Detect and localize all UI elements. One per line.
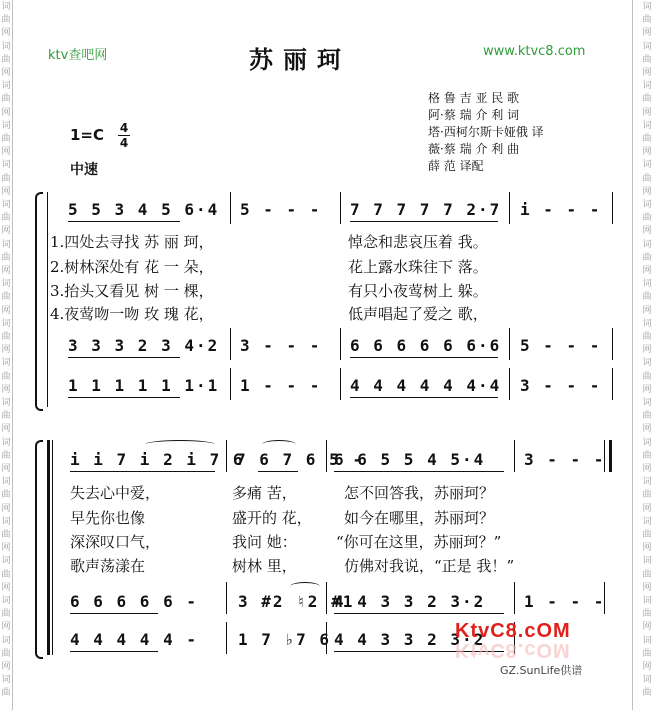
right-watermark-strip	[633, 0, 655, 710]
barline	[340, 328, 341, 360]
side-watermark-char: 曲	[642, 173, 652, 184]
lyric-line: 歌声荡漾在	[70, 557, 146, 575]
barline	[340, 192, 341, 224]
side-watermark-char: 曲	[1, 15, 11, 26]
lyric-line: 怎不回答我，苏丽珂？	[344, 484, 495, 502]
side-watermark-char: 网	[1, 543, 11, 554]
side-watermark-char: 曲	[642, 530, 652, 540]
side-watermark-char: 词	[642, 477, 652, 488]
side-watermark-char: 词	[1, 318, 11, 329]
side-watermark-char: 词	[642, 358, 652, 369]
eighth-underline	[70, 471, 215, 472]
side-watermark-char: 曲	[1, 54, 11, 65]
side-watermark-char: 网	[642, 503, 652, 514]
barline	[514, 440, 515, 472]
barline	[230, 328, 231, 360]
side-watermark-char: 曲	[1, 688, 11, 699]
barline	[509, 328, 510, 360]
side-watermark-char: 曲	[1, 450, 11, 461]
side-watermark-char: 网	[642, 424, 652, 435]
side-watermark-char: 曲	[1, 490, 11, 501]
side-watermark-char: 词	[1, 398, 11, 408]
side-watermark-char: 词	[1, 120, 11, 131]
meter-top: 4	[119, 121, 129, 135]
side-watermark-char: 词	[1, 279, 11, 290]
repeat-start-thin	[52, 440, 53, 655]
side-watermark-char: 网	[1, 622, 11, 633]
melody-measure: i - - -	[520, 200, 602, 219]
side-watermark-char: 网	[1, 186, 11, 197]
voice3-measure: 1 - - -	[240, 376, 322, 395]
credits-block	[428, 90, 544, 175]
side-watermark-char: 曲	[642, 292, 652, 303]
barline	[340, 368, 341, 400]
tempo-marking: 中速	[70, 162, 98, 178]
side-watermark-char: 词	[642, 556, 652, 567]
side-watermark-char: 网	[1, 582, 11, 593]
lyric-line: 深深叹口气，	[70, 533, 161, 551]
site-logo-reflection: KtvC8.cOM	[455, 639, 571, 661]
side-watermark-char: 曲	[642, 213, 652, 224]
barline	[612, 192, 613, 224]
voice2-measure: 6 6 6 6 6 6·6	[350, 336, 502, 355]
side-watermark-char: 网	[642, 582, 652, 593]
eighth-underline	[334, 471, 504, 472]
melody-measure: 5 - - -	[240, 200, 322, 219]
side-watermark-char: 曲	[642, 15, 652, 26]
voice3-measure: 4 4 4 4 4 4·4	[350, 376, 502, 395]
side-watermark-char: 词	[1, 437, 11, 448]
barline	[226, 622, 227, 654]
side-watermark-char: 曲	[1, 292, 11, 303]
side-watermark-char: 网	[642, 384, 652, 395]
voice2-measure: 3 3 3 2 3 4·2	[68, 336, 220, 355]
side-watermark-char: 曲	[642, 371, 652, 382]
meter-bottom: 4	[119, 136, 129, 150]
barline	[509, 192, 510, 224]
lyric-line: 1.四处去寻找 苏 丽 珂，	[50, 233, 214, 251]
credit-line: 薛 范 译配	[428, 159, 484, 173]
side-watermark-char: 曲	[1, 411, 11, 422]
side-watermark-char: 词	[1, 200, 11, 210]
barline	[230, 368, 231, 400]
side-watermark-char: 网	[642, 345, 652, 356]
side-watermark-char: 词	[642, 516, 652, 527]
side-watermark-char: 网	[642, 662, 652, 672]
melody-measure: 7 7 7 7 7 2·7	[350, 200, 502, 219]
side-watermark-char: 网	[1, 384, 11, 395]
lyric-line: 失去心中爱，	[70, 484, 161, 502]
voice3-measure: 4 4 4 4 4 -	[70, 630, 198, 649]
side-watermark-char: 曲	[1, 173, 11, 184]
voice3-measure: 1 1 1 1 1 1·1	[68, 376, 220, 395]
eighth-underline	[68, 397, 180, 398]
side-watermark-char: 网	[642, 464, 652, 474]
melody-measure: 3 - - -	[524, 450, 606, 469]
voice3-measure: 4 4 3 3 2 3·2	[334, 630, 486, 649]
side-watermark-char: 词	[1, 516, 11, 527]
eighth-underline	[350, 221, 498, 222]
side-watermark-char: 曲	[1, 569, 11, 580]
side-watermark-char: 网	[642, 107, 652, 118]
lyric-line: 多痛 苦，	[232, 484, 297, 502]
lyric-line: 悼念和悲哀压着 我。	[348, 233, 488, 251]
voice2-measure: 3 #2 ♮2 #1	[238, 592, 355, 611]
side-watermark-char: 曲	[1, 648, 11, 659]
lyric-line: 2.树林深处有 花 一 朵，	[50, 258, 214, 276]
key-signature: 1=C	[70, 126, 105, 144]
credit-line: 阿·蔡 瑞 介 利 词	[428, 108, 520, 122]
side-watermark-char: 词	[1, 596, 11, 606]
side-watermark-char: 词	[1, 81, 11, 92]
side-watermark-char: 网	[642, 68, 652, 78]
slur-mark	[145, 440, 215, 449]
eighth-underline	[70, 613, 158, 614]
side-watermark-char: 网	[642, 226, 652, 237]
side-watermark-char: 词	[642, 318, 652, 329]
side-watermark-char: 词	[642, 398, 652, 408]
side-watermark-char: 曲	[1, 530, 11, 540]
side-watermark-char: 网	[642, 305, 652, 316]
side-watermark-char: 词	[1, 477, 11, 488]
side-watermark-char: 词	[1, 239, 11, 250]
side-watermark-char: 曲	[642, 411, 652, 422]
lyric-line: 树林 里，	[232, 557, 297, 575]
side-watermark-char: 词	[1, 635, 11, 646]
side-watermark-char: 网	[1, 424, 11, 435]
site-name-left: ktv查吧网	[48, 48, 108, 63]
eighth-underline	[350, 357, 498, 358]
side-watermark-char: 词	[642, 160, 652, 171]
repeat-start-barline	[47, 440, 50, 655]
lyric-line: 有只小夜莺树上 躲。	[348, 282, 488, 300]
lyric-line: 4.夜莺吻一吻 玫 瑰 花，	[50, 305, 214, 323]
melody-measure: i i 7 i 2 i 7 6	[70, 450, 245, 469]
side-watermark-char: 曲	[642, 490, 652, 501]
side-watermark-char: 网	[642, 622, 652, 633]
side-watermark-char: 词	[642, 120, 652, 131]
eighth-underline	[258, 471, 298, 472]
lyric-line: 盛开的 花，	[232, 509, 312, 527]
side-watermark-char: 词	[642, 200, 652, 210]
side-watermark-char: 词	[642, 675, 652, 686]
system-brace	[35, 192, 43, 411]
system-start-barline	[47, 192, 48, 407]
side-watermark-char: 曲	[1, 252, 11, 263]
melody-measure: 6 6 5 5 4 5·4	[334, 450, 486, 469]
eighth-underline	[68, 221, 180, 222]
side-watermark-char: 曲	[642, 332, 652, 342]
lyric-line: 仿佛对我说，“正是 我！”	[344, 557, 515, 575]
side-watermark-char: 词	[642, 81, 652, 92]
side-watermark-char: 曲	[642, 609, 652, 620]
side-watermark-char: 曲	[642, 54, 652, 65]
side-watermark-char: 网	[642, 266, 652, 276]
side-watermark-char: 网	[1, 226, 11, 237]
voice2-measure: 1 - - -	[524, 592, 606, 611]
credit-line: 薇·蔡 瑞 介 利 曲	[428, 142, 520, 156]
side-watermark-char: 曲	[642, 569, 652, 580]
left-watermark-strip	[0, 0, 12, 710]
side-watermark-char: 词	[642, 635, 652, 646]
side-watermark-char: 词	[642, 239, 652, 250]
side-watermark-char: 词	[642, 279, 652, 290]
side-watermark-char: 曲	[642, 688, 652, 699]
site-url-right: www.ktvc8.com	[483, 44, 586, 59]
left-border-line	[12, 0, 13, 710]
voice2-measure: 6 6 6 6 6 -	[70, 592, 198, 611]
barline	[612, 368, 613, 400]
lyric-line: 如今在哪里，苏丽珂？	[344, 509, 495, 527]
site-logo: KtvC8.cOM	[455, 620, 571, 642]
side-watermark-char: 网	[642, 28, 652, 39]
side-watermark-char: 词	[1, 2, 11, 12]
eighth-underline	[68, 357, 180, 358]
side-watermark-char: 网	[1, 503, 11, 514]
side-watermark-char: 网	[1, 464, 11, 474]
lyric-line: 我问 她：	[232, 533, 297, 551]
eighth-underline	[70, 651, 158, 652]
barline	[226, 582, 227, 614]
side-watermark-char: 曲	[1, 134, 11, 144]
side-watermark-char: 词	[1, 358, 11, 369]
credit-line: 塔·西柯尔斯卡娅俄 译	[428, 125, 544, 139]
barline	[230, 192, 231, 224]
side-watermark-char: 网	[642, 147, 652, 158]
song-title: 苏丽珂	[249, 45, 351, 74]
side-watermark-char: 曲	[1, 371, 11, 382]
voice3-measure: 1 7 ♭7 6	[238, 630, 332, 649]
side-watermark-char: 曲	[642, 134, 652, 144]
side-watermark-char: 曲	[642, 648, 652, 659]
slur-mark	[262, 440, 296, 449]
side-watermark-char: 词	[642, 437, 652, 448]
side-watermark-char: 词	[1, 556, 11, 567]
time-signature	[118, 122, 130, 149]
side-watermark-char: 曲	[1, 332, 11, 342]
repeat-end-barline	[609, 440, 612, 472]
side-watermark-char: 曲	[1, 609, 11, 620]
lyric-line: 低声唱起了爱之 歌，	[348, 305, 488, 323]
voice2-measure: 3 - - -	[240, 336, 322, 355]
side-watermark-char: 曲	[642, 450, 652, 461]
side-watermark-char: 网	[1, 305, 11, 316]
voice2-measure: 4 4 3 3 2 3·2	[334, 592, 486, 611]
side-watermark-char: 网	[1, 147, 11, 158]
side-watermark-char: 网	[1, 28, 11, 39]
side-watermark-char: 网	[1, 662, 11, 672]
score-provider: GZ.SunLife供谱	[500, 664, 583, 677]
side-watermark-char: 网	[642, 186, 652, 197]
side-watermark-char: 网	[1, 107, 11, 118]
melody-measure: 7 6 7 6 5 -	[236, 450, 364, 469]
side-watermark-char: 词	[642, 596, 652, 606]
side-watermark-char: 词	[1, 160, 11, 171]
voice3-measure: 3 - - -	[520, 376, 602, 395]
barline	[509, 368, 510, 400]
side-watermark-char: 网	[1, 345, 11, 356]
credit-line: 格 鲁 吉 亚 民 歌	[428, 91, 520, 105]
barline	[612, 328, 613, 360]
side-watermark-char: 词	[1, 41, 11, 52]
lyric-line: 早先你也像	[70, 509, 146, 527]
side-watermark-char: 曲	[642, 94, 652, 105]
side-watermark-char: 网	[1, 68, 11, 78]
lyric-line: 花上露水珠往下 落。	[348, 258, 488, 276]
slur-mark	[290, 582, 320, 591]
barline	[514, 582, 515, 614]
voice2-measure: 5 - - -	[520, 336, 602, 355]
side-watermark-char: 词	[642, 2, 652, 12]
melody-measure: 5 5 3 4 5 6·4	[68, 200, 220, 219]
lyric-line: “你可在这里，苏丽珂？”	[336, 533, 502, 551]
system-brace	[35, 440, 43, 659]
side-watermark-char: 词	[1, 675, 11, 686]
lyric-line: 3.抬头又看见 树 一 棵，	[50, 282, 214, 300]
eighth-underline	[334, 613, 504, 614]
side-watermark-char: 曲	[642, 252, 652, 263]
eighth-underline	[350, 397, 498, 398]
side-watermark-char: 词	[642, 41, 652, 52]
side-watermark-char: 网	[642, 543, 652, 554]
side-watermark-char: 曲	[1, 213, 11, 224]
side-watermark-char: 曲	[1, 94, 11, 105]
side-watermark-char: 网	[1, 266, 11, 276]
